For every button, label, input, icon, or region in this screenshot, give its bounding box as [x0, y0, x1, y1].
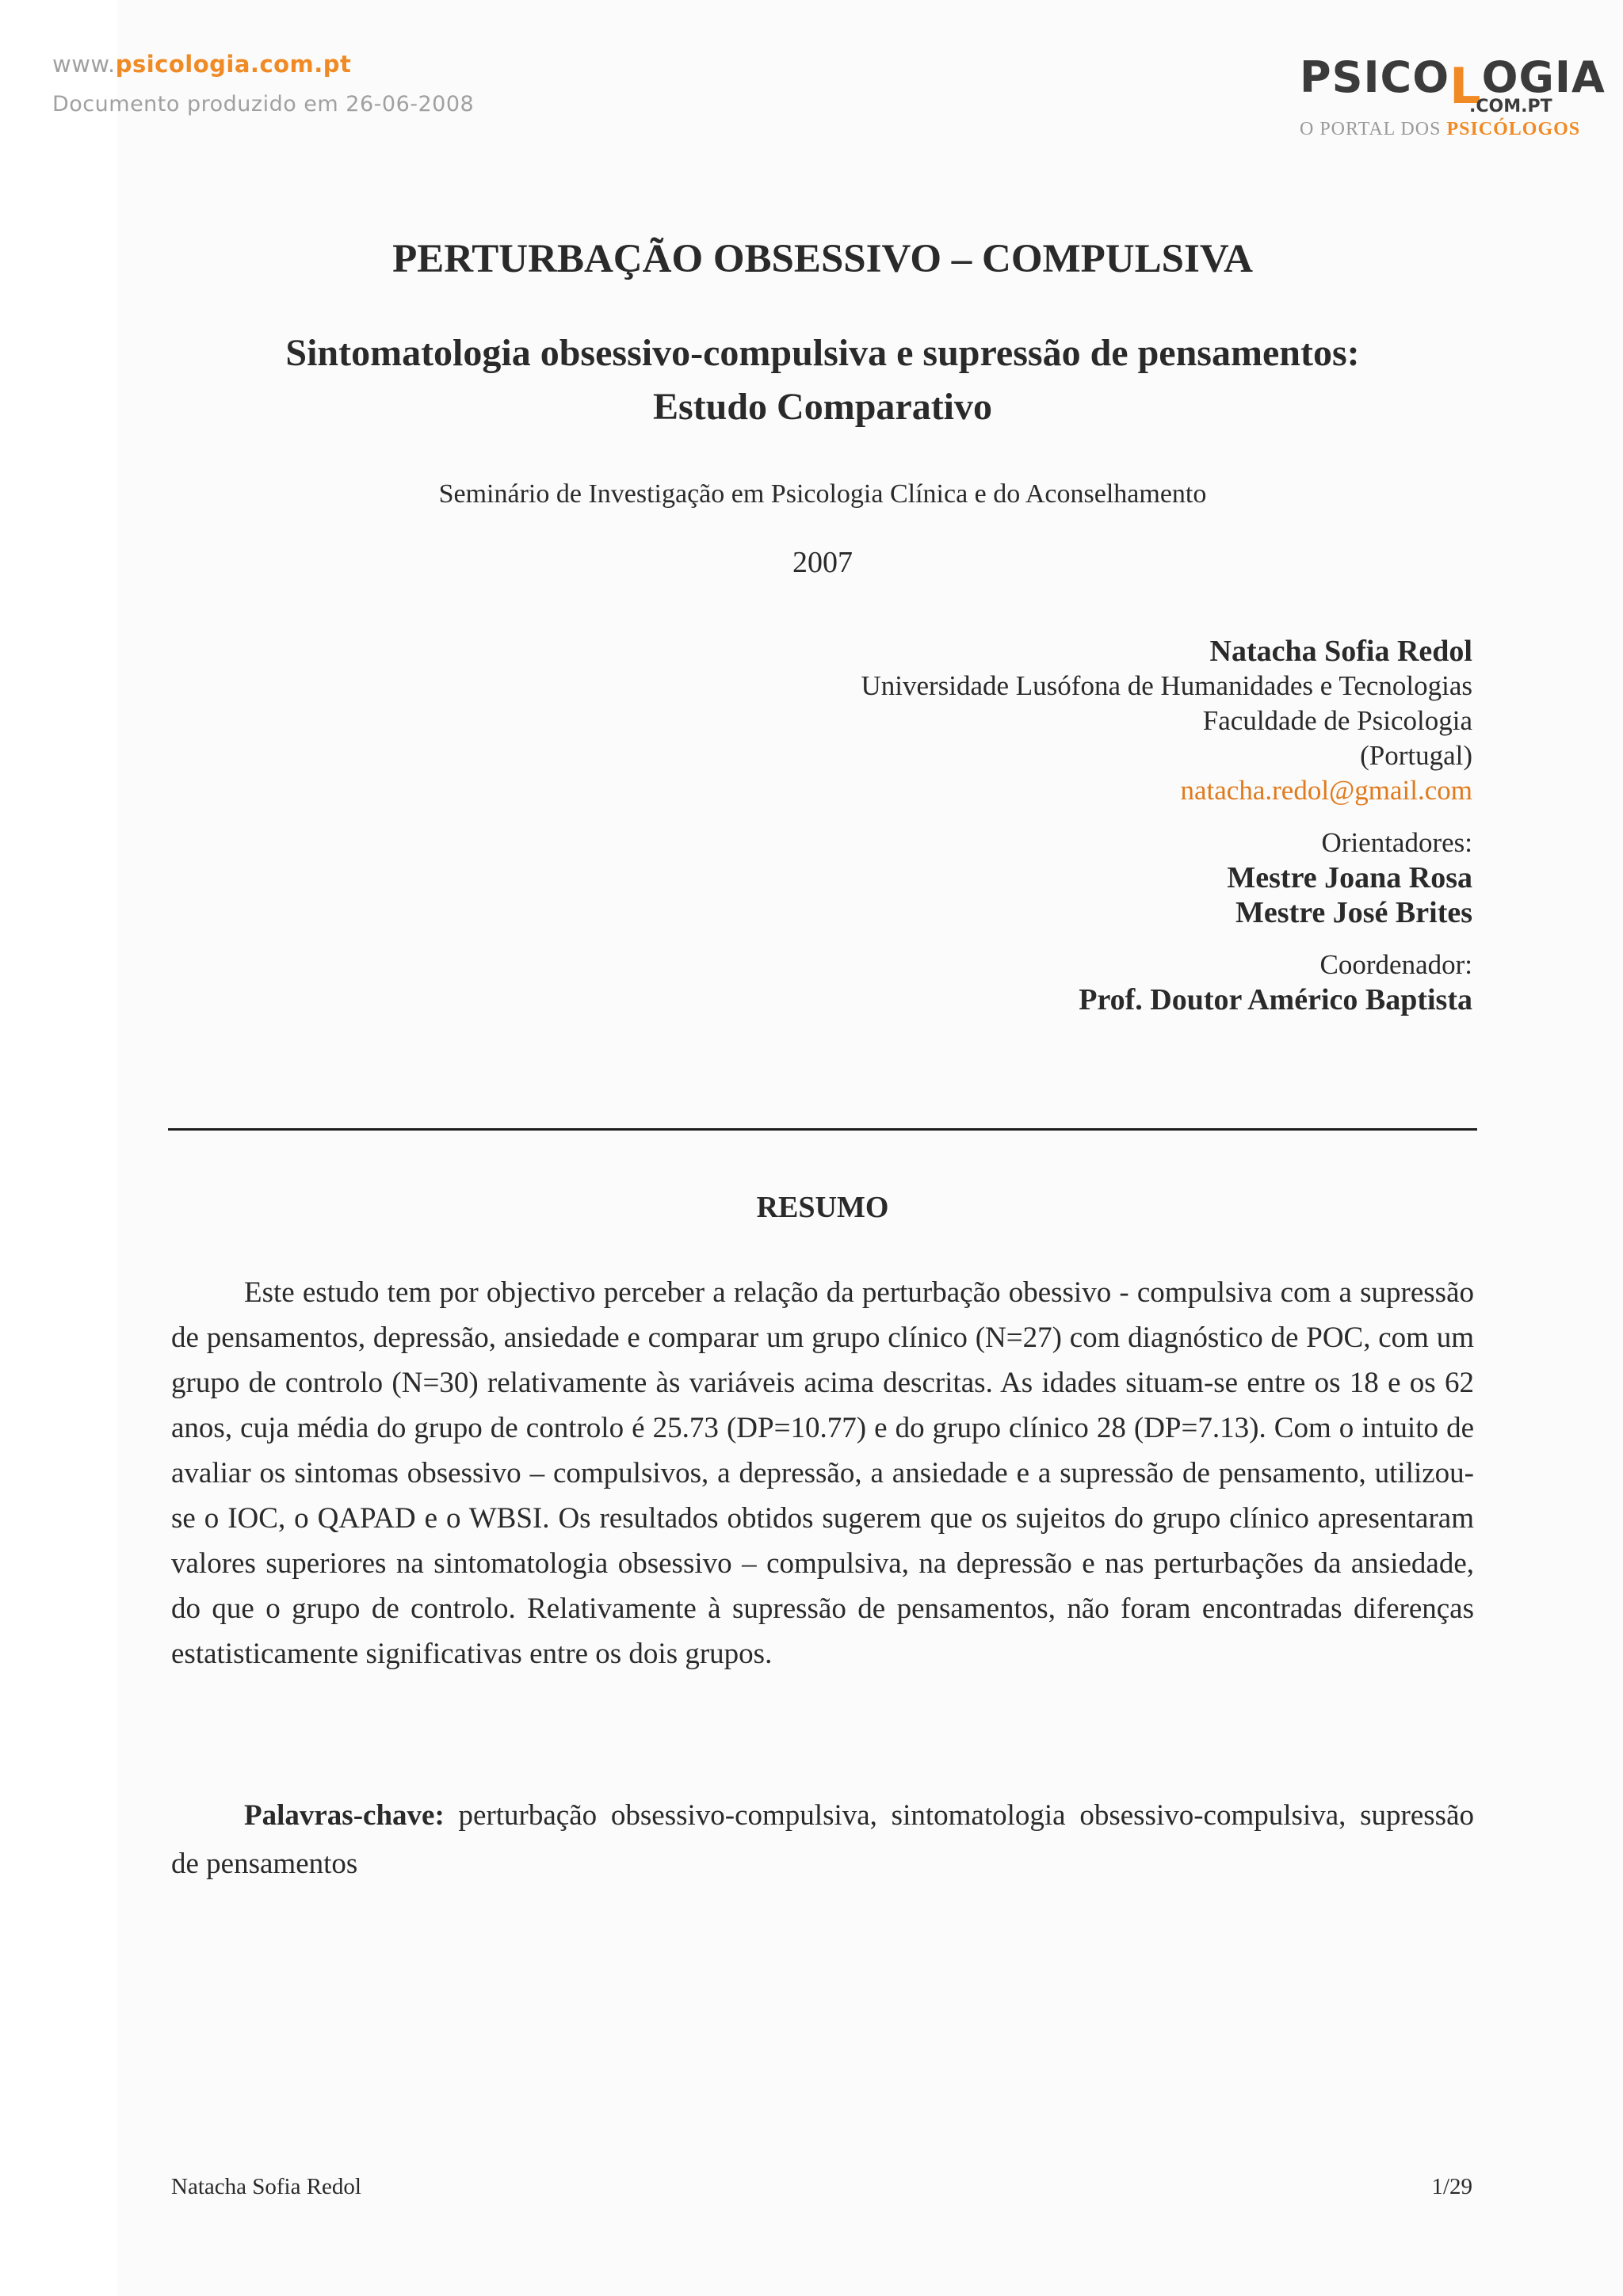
author-faculty: Faculdade de Psicologia [1202, 705, 1472, 736]
psicologia-logo[interactable] [1296, 41, 1606, 144]
keywords-label: Palavras-chave: [244, 1799, 445, 1832]
subtitle-line-1: Sintomatologia obsessivo-compulsiva e supressão de pensamentos: [285, 332, 1360, 374]
publication-year: 2007 [792, 546, 853, 579]
logo-wordmark-right: OGIA [1481, 52, 1606, 102]
author-block [861, 634, 1472, 1017]
logo-domain-suffix: .COM.PT [1469, 97, 1552, 116]
advisor-name: Mestre José Brites [1235, 896, 1472, 929]
logo-tagline-highlight: PSICÓLOGOS [1446, 119, 1581, 139]
footer-author: Natacha Sofia Redol [171, 2174, 361, 2199]
keywords-list: perturbação obsessivo-compulsiva, sintomatologia obsessivo-compulsiva, supressão de pensamentos [171, 1799, 1474, 1880]
logo-wordmark-left: PSICO [1300, 52, 1450, 102]
page-title: PERTURBAÇÃO OBSESSIVO – COMPULSIVA [392, 237, 1253, 281]
coordinator-name: Prof. Doutor Américo Baptista [1079, 983, 1472, 1016]
seminar-name: Seminário de Investigação em Psicologia Clínica e do Aconselhamento [438, 479, 1207, 509]
abstract-text: Este estudo tem por objectivo perceber a relação da perturbação obessivo - compulsiva com a supressão de pensamentos, depressão, ansiedade e comparar um grupo clínico (N=27) com diagnóstico de POC, com um grupo de controlo (N=30) relativamente às variáveis acima descritas. As idades situam-se entre os 18 e os 62 anos, cuja média do grupo de controlo é 25.73 (DP=10.77) e do grupo clínico 28 (DP=7.13). Com o intuito de avaliar os sintomas obsessivo – compulsivos, a depressão, a ansiedade e a supressão de pensamento, utilizou-se o IOC, o QAPAD e o WBSI. Os resultados obtidos sugerem que os sujeitos do grupo clínico apresentaram valores superiores na sintomatologia obsessivo – compulsiva, na depressão e nas perturbações da ansiedade, do que o grupo de controlo. Relativamente à supressão de pensamentos, não foram encontradas diferenças estatisticamente significativas entre os dois grupos. [171, 1276, 1474, 1670]
section-divider [168, 1128, 1477, 1131]
document-date: Documento produzido em 26-06-2008 [52, 92, 475, 116]
site-url[interactable] [52, 51, 351, 78]
author-country: (Portugal) [1360, 740, 1472, 771]
logo-wordmark-l: L [1449, 57, 1482, 115]
site-url-domain: psicologia.com.pt [115, 51, 352, 78]
author-email-link[interactable]: natacha.redol@gmail.com [1180, 775, 1472, 806]
logo-tagline [1300, 119, 1580, 140]
author-university: Universidade Lusófona de Humanidades e Tecnologias [861, 670, 1472, 701]
keywords-paragraph [171, 1791, 1474, 1888]
abstract-heading: RESUMO [756, 1191, 889, 1224]
logo-tagline-plain: O PORTAL DOS [1300, 119, 1447, 139]
page-number: 1/29 [1431, 2174, 1472, 2199]
coordinator-label: Coordenador: [1319, 949, 1472, 980]
paper-subtitle [117, 326, 1528, 434]
advisor-name: Mestre Joana Rosa [1227, 861, 1472, 894]
subtitle-line-2: Estudo Comparativo [652, 386, 993, 428]
author-name: Natacha Sofia Redol [1209, 635, 1472, 668]
site-url-prefix: www. [52, 51, 116, 78]
advisors-label: Orientadores: [1321, 827, 1472, 858]
